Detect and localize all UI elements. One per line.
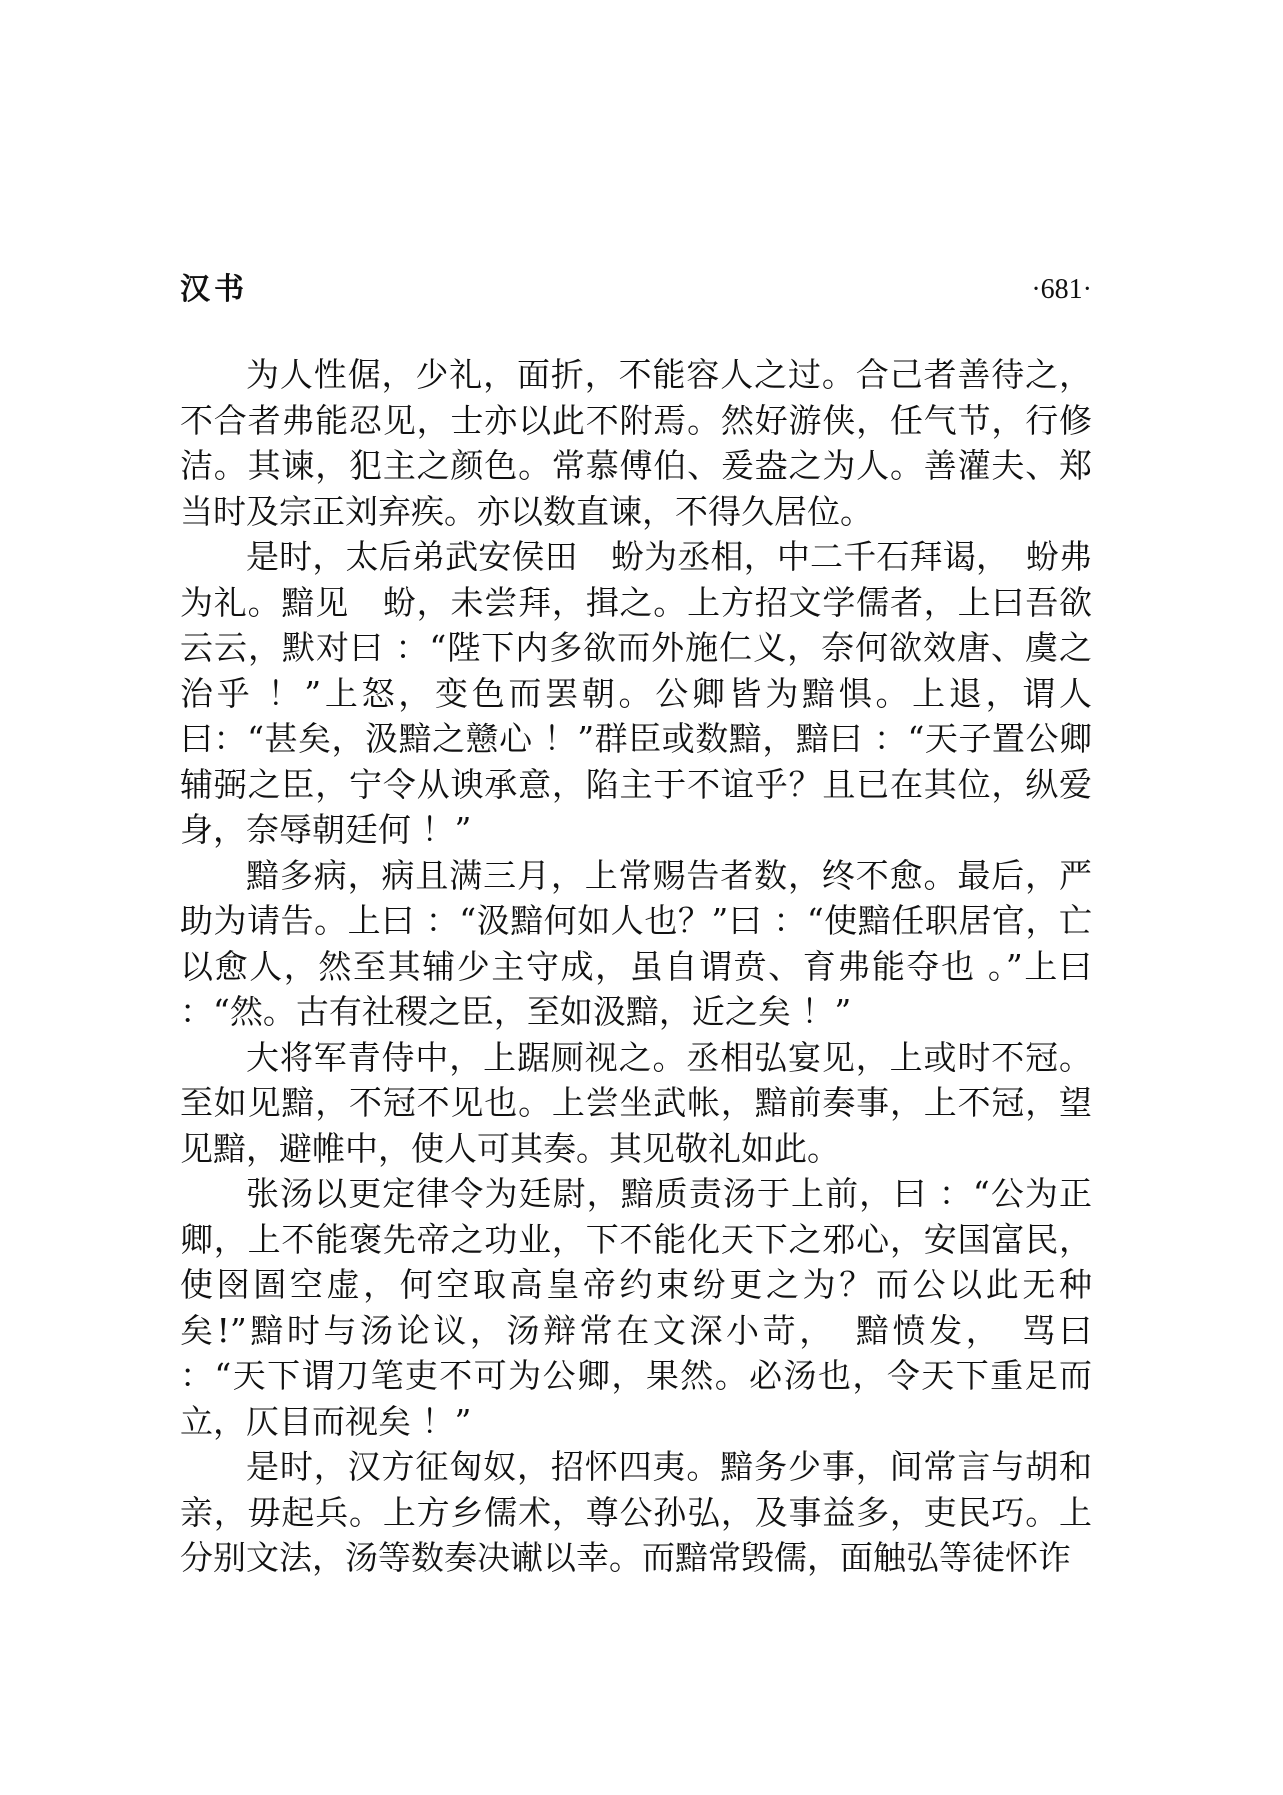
paragraph: 大将军青侍中，上踞厕视之。丞相弘宴见，上或时不冠。至如见黯，不冠不见也。上尝坐武帐，黯前奏事，上不冠，望见黯，避帷中，使人可其奏。其见敬礼如此。: [180, 1037, 1092, 1168]
page-number: ·681·: [1031, 274, 1092, 305]
body-text: [180, 352, 1092, 1581]
running-header: [180, 268, 1092, 312]
book-title: 汉书: [180, 272, 248, 307]
paragraph: 张汤以更定律令为廷尉，黯质责汤于上前，曰 ：“公为正卿，上不能褒先帝之功业，下不能化天下之邪心，安国富民，使囹圄空虚，何空取高皇帝约束纷更之为？而公以此无种矣!”黯时与汤论议，汤辩常在文深小苛， 黯愤发， 骂曰 ：“天下谓刀笔吏不可为公卿，果然。必汤也，令天下重足而立，仄目而视矣 ！”: [180, 1174, 1092, 1441]
paragraph: 黯多病，病且满三月，上常赐告者数，终不愈。最后，严助为请告。上曰 ：“汲黯何如人也？”曰 ：“使黯任职居官，亡以愈人，然至其辅少主守成，虽自谓贲、育弗能夺也 。”上曰 ：“然。古有社稷之臣，至如汲黯，近之矣 ！”: [180, 855, 1092, 1031]
paragraph: 为人性倨，少礼，面折，不能容人之过。合己者善待之，不合者弗能忍见，士亦以此不附焉。然好游侠，任气节，行修洁。其谏，犯主之颜色。常慕傅伯、爰盎之为人。善灌夫、郑当时及宗正刘弃疾。亦以数直谏，不得久居位。: [180, 355, 1092, 531]
paragraph: 是时，汉方征匈奴，招怀四夷。黯务少事，间常言与胡和亲，毋起兵。上方乡儒术，尊公孙弘，及事益多，吏民巧。上分别文法，汤等数奏决谳以幸。而黯常毁儒，面触弘等徒怀诈: [180, 1447, 1092, 1577]
paragraph: 是时，太后弟武安侯田 蚡为丞相，中二千石拜谒， 蚡弗为礼。黯见 蚡，未尝拜，揖之。上方招文学儒者，上曰吾欲云云，默对曰 ：“陛下内多欲而外施仁义，奈何欲效唐、虞之治乎 ！”上怒，变色而罢朝。公卿皆为黯惧。上退，谓人曰：“甚矣，汲黯之戆心 ！”群臣或数黯，黯曰 ：“天子置公卿辅弼之臣，宁令从谀承意，陷主于不谊乎？且已在其位，纵爱身，奈辱朝廷何 ！”: [180, 537, 1092, 849]
